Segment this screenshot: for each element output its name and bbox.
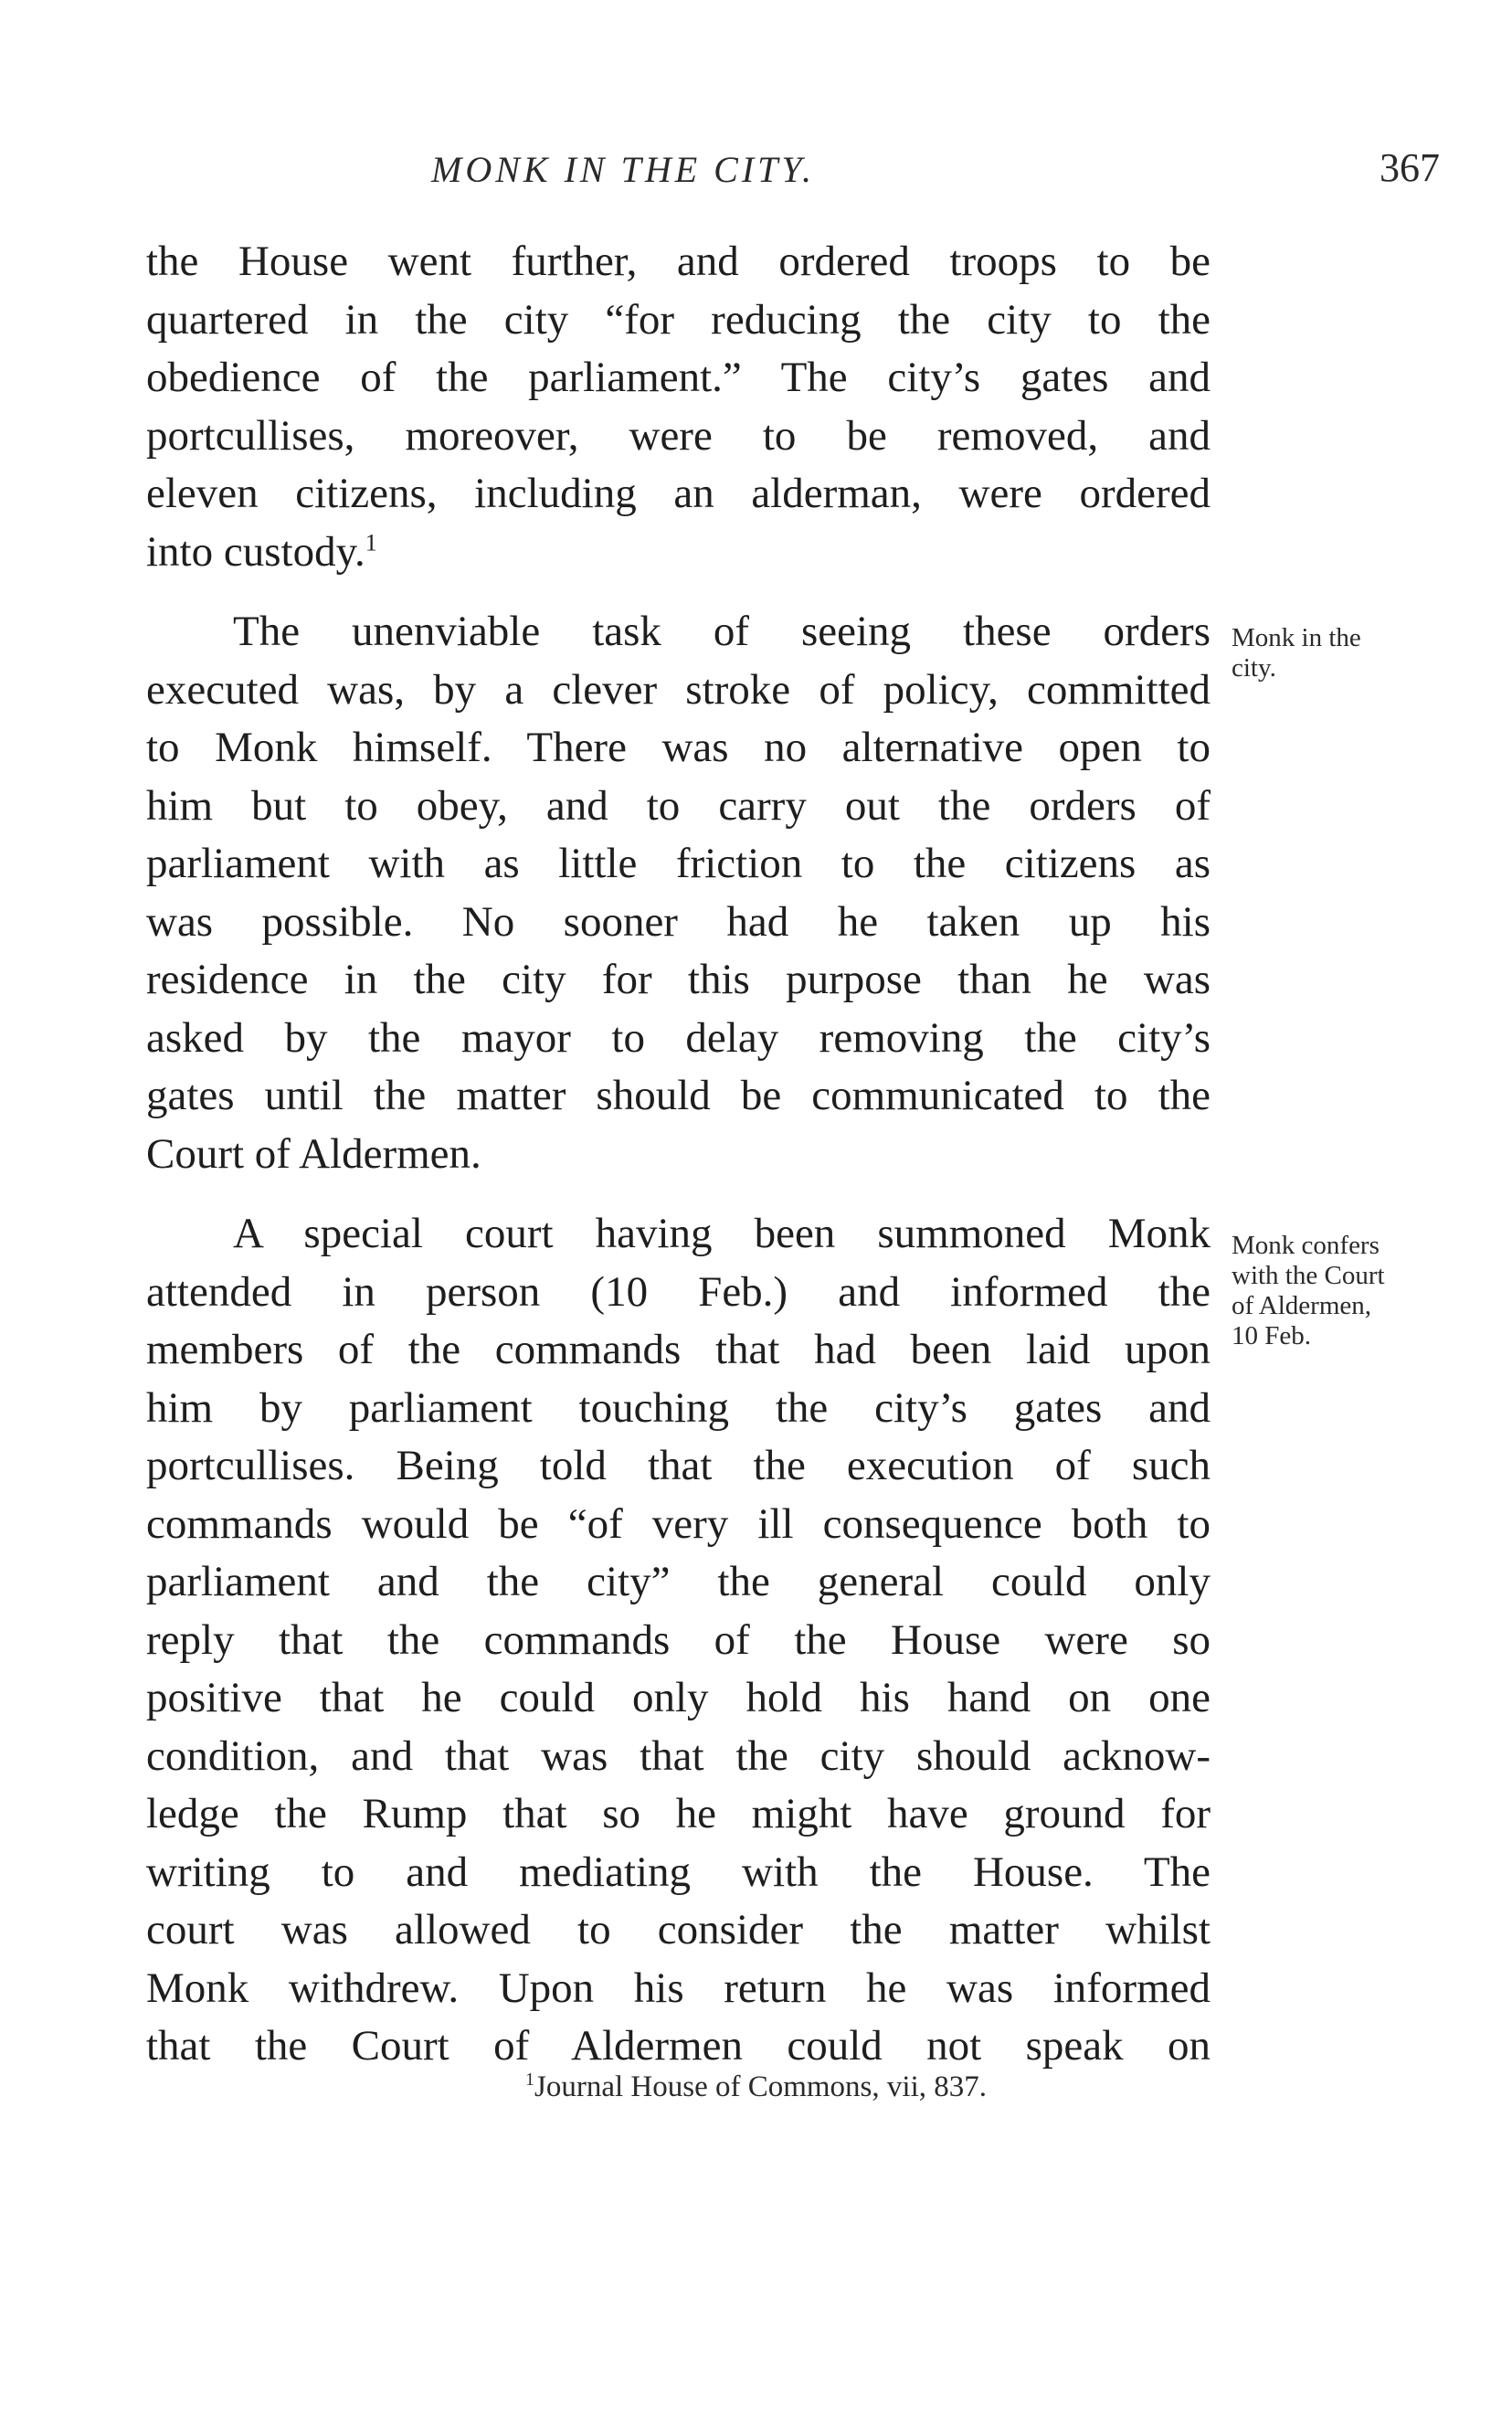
text-line: was possible. No sooner had he taken up his — [146, 897, 1211, 946]
text-line: asked by the mayor to delay removing the city’s — [146, 1013, 1211, 1062]
footnote-reference: 1 — [365, 528, 377, 556]
text-line: quartered in the city “for reducing the city to the — [146, 295, 1211, 344]
text-line: attended in person (10 Feb.) and informed the — [146, 1267, 1211, 1316]
text-line: gates until the matter should be communicated to the — [146, 1072, 1211, 1119]
paragraph-2 — [146, 603, 1211, 1183]
footnote-mark: 1 — [525, 2070, 534, 2090]
margin-note-line: city. — [1232, 653, 1276, 683]
body-text — [146, 233, 1211, 2076]
footnote-text: Journal House of Commons, vii, 837. — [534, 2070, 987, 2103]
text-line-content: into custody. — [146, 527, 365, 576]
margin-note-monk-in-the-city — [1232, 623, 1469, 683]
running-head: MONK IN THE CITY. — [431, 149, 815, 190]
text-line: parliament with as little friction to the citizens as — [146, 840, 1211, 887]
paragraph-3 — [146, 1205, 1211, 2076]
text-line: that the Court of Aldermen could not speak on — [146, 2022, 1211, 2070]
text-line: eleven citizens, including an alderman, were ordered — [146, 470, 1211, 517]
footnote — [0, 2070, 1512, 2104]
margin-note-line: of Aldermen, — [1232, 1291, 1372, 1320]
text-line: obedience of the parliament.” The city’s gates and — [146, 354, 1211, 401]
text-line: the House went further, and ordered troops to be — [146, 238, 1211, 285]
text-line: portcullises. Being told that the execution of such — [146, 1442, 1211, 1489]
text-line: him by parliament touching the city’s gates and — [146, 1383, 1211, 1432]
text-line: to Monk himself. There was no alternative open to — [146, 724, 1211, 771]
text-line: A special court having been summoned Monk — [233, 1210, 1211, 1257]
text-line: The unenviable task of seeing these orders — [233, 608, 1211, 655]
text-line: portcullises, moreover, were to be removed, and — [146, 411, 1211, 460]
text-line: executed was, by a clever stroke of policy, committed — [146, 665, 1211, 714]
text-line: members of the commands that had been laid upon — [146, 1326, 1211, 1373]
text-line: positive that he could only hold his hand on one — [146, 1674, 1211, 1721]
paragraph-1 — [146, 233, 1211, 581]
text-line: condition, and that was that the city should acknow- — [146, 1731, 1211, 1780]
page-header — [0, 144, 1512, 208]
text-line: writing to and mediating with the House. The — [146, 1848, 1211, 1896]
margin-note-line: Monk in the — [1232, 623, 1361, 652]
margin-note-line: Monk confers — [1232, 1231, 1380, 1260]
page-number: 367 — [1380, 145, 1440, 190]
text-line: parliament and the city” the general could only — [146, 1558, 1211, 1605]
text-line: residence in the city for this purpose than he was — [146, 956, 1211, 1003]
text-line: ledge the Rump that so he might have ground for — [146, 1790, 1211, 1837]
text-line — [146, 524, 1211, 582]
text-line: reply that the commands of the House were so — [146, 1615, 1211, 1664]
text-line: Court of Aldermen. — [146, 1129, 481, 1178]
margin-note-line: with the Court — [1232, 1261, 1385, 1290]
margin-note-monk-confers — [1232, 1231, 1469, 1351]
text-line: commands would be “of very ill consequence both to — [146, 1499, 1211, 1548]
text-line: Monk withdrew. Upon his return he was informed — [146, 1964, 1211, 2012]
text-line: court was allowed to consider the matter whilst — [146, 1906, 1211, 1953]
text-line: him but to obey, and to carry out the orders of — [146, 781, 1211, 830]
margin-note-line: 10 Feb. — [1232, 1321, 1311, 1350]
